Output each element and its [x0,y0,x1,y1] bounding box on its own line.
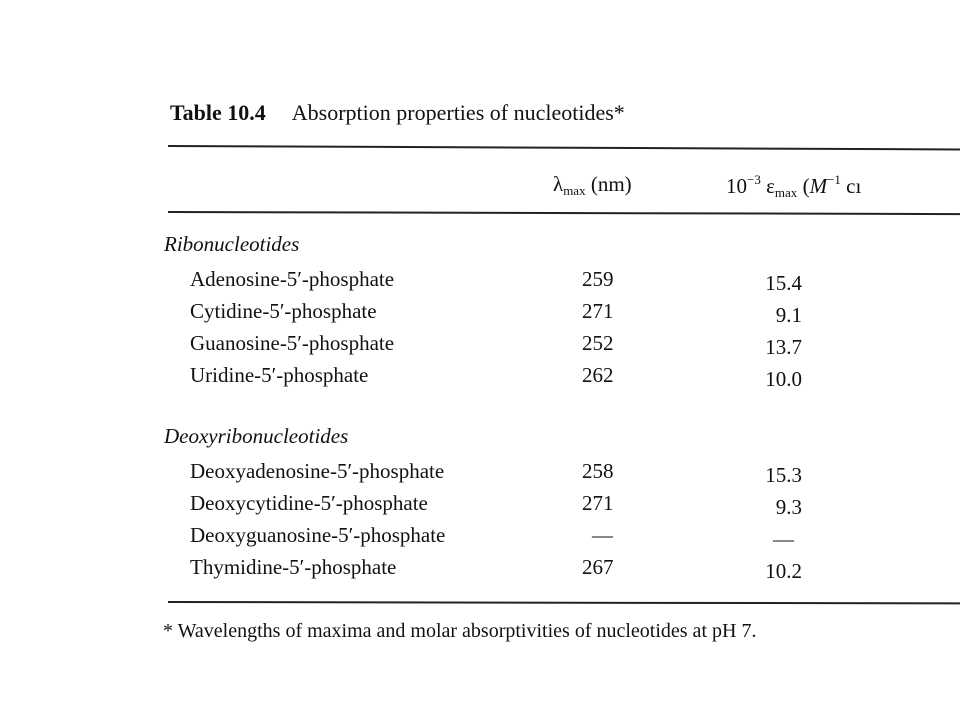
eps-prefix: 10 [726,174,747,198]
table-footnote: * Wavelengths of maxima and molar absorptivities of nucleotides at pH 7. [163,620,757,642]
eps-open-paren: ( [797,174,810,198]
lambda-subscript: max [563,183,586,198]
table-row [0,523,960,553]
row-lambda-max: 259 [582,267,614,291]
table-row [0,299,960,329]
row-name: Guanosine-5′-phosphate [190,331,395,355]
row-lambda-max: 252 [582,331,614,355]
section-title-ribonucleotides: Ribonucleotides [164,232,300,256]
top-rule [168,145,960,150]
row-lambda-max: 271 [582,491,614,515]
row-name: Deoxyadenosine-5′-phosphate [190,459,445,483]
table-row [0,555,960,585]
eps-molar: M [809,174,828,198]
lambda-symbol: λ [553,172,564,196]
row-lambda-max: 271 [582,299,614,323]
column-header-lambda-max [553,172,632,199]
section-title-deoxyribonucleotides: Deoxyribonucleotides [164,424,349,448]
table-row [0,459,960,489]
header-rule [168,211,960,215]
row-lambda-max: 262 [582,363,614,387]
row-name: Adenosine-5′-phosphate [190,267,395,291]
eps-exponent: −3 [747,172,761,187]
row-epsilon: — [773,527,794,551]
column-header-epsilon-max [726,172,861,201]
table-caption: Absorption properties of nucleotides* [291,100,625,125]
row-epsilon: 15.3 [765,463,802,487]
table-row [0,331,960,361]
row-name: Uridine-5′-phosphate [190,363,369,387]
row-name: Deoxyguanosine-5′-phosphate [190,523,446,547]
table-label: Table 10.4 [170,100,266,125]
eps-subscript: max [774,185,798,200]
lambda-unit: (nm) [585,172,632,196]
table-title [170,100,625,126]
row-epsilon: 9.3 [775,495,802,519]
eps-molar-exponent: −1 [827,172,841,187]
eps-symbol: ε [760,174,775,198]
row-lambda-max: 258 [582,459,614,483]
table-row [0,491,960,521]
row-name: Deoxycytidine-5′-phosphate [190,491,428,515]
row-epsilon: 9.1 [775,303,802,327]
row-epsilon: 13.7 [765,335,802,359]
bottom-rule [168,601,960,604]
table-row [0,267,960,297]
table-row [0,363,960,393]
row-name: Cytidine-5′-phosphate [190,299,377,323]
row-epsilon: 10.0 [765,367,802,391]
row-epsilon: 15.4 [765,271,802,295]
row-lambda-max: — [592,523,613,547]
row-lambda-max: 267 [582,555,614,579]
row-epsilon: 10.2 [765,559,802,583]
eps-unit: cı [840,174,862,198]
row-name: Thymidine-5′-phosphate [190,555,397,579]
